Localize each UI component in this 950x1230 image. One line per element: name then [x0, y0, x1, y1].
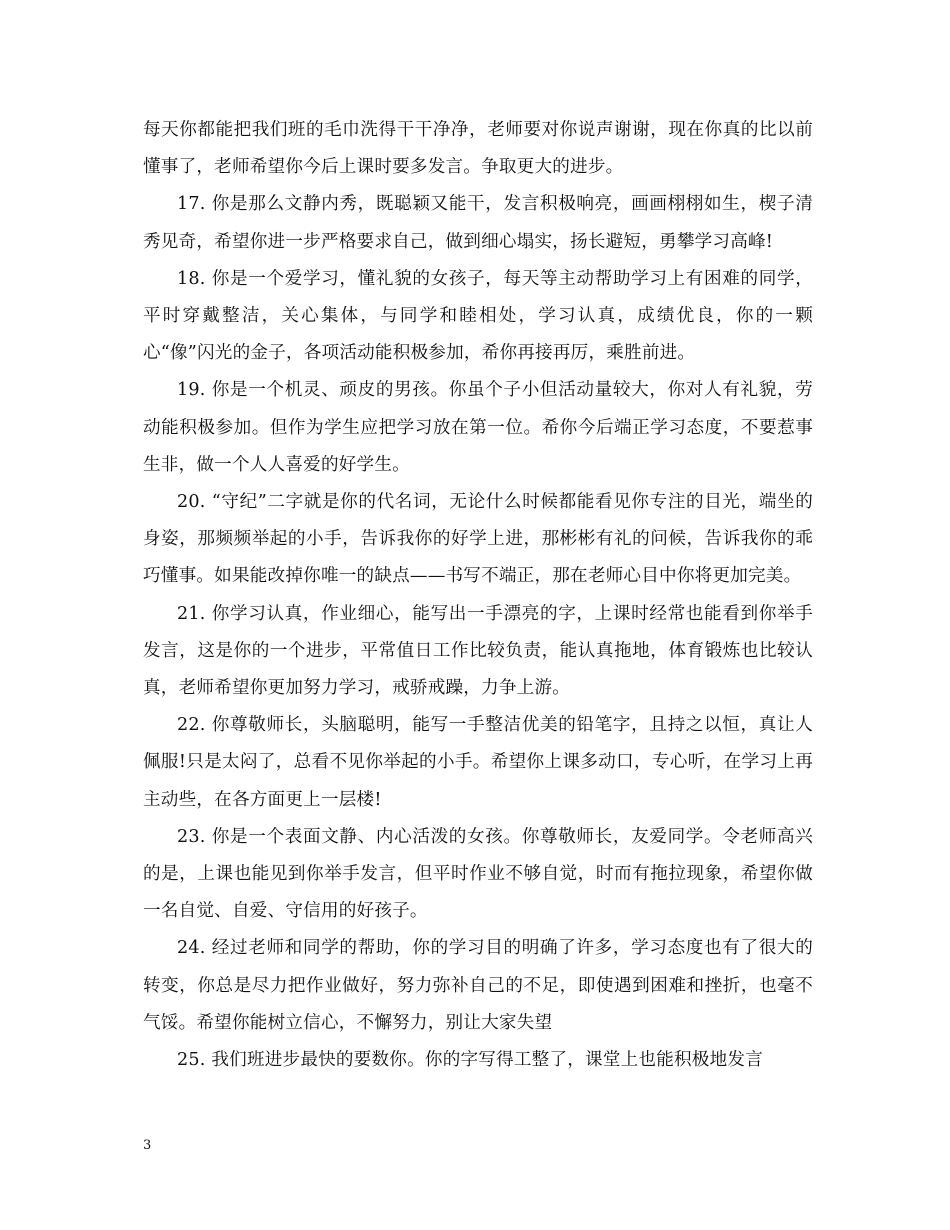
paragraph-comment-21: 21. 你学习认真，作业细心，能写出一手漂亮的字，上课时经常也能看到你举手发言，这是你的一个进步，平常值日工作比较负责，能认真拖地，体育锻炼也比较认真，老师希望你更加努力学习，戒骄戒躁，力争上游。 — [143, 603, 813, 699]
paragraph-continuation: 每天你都能把我们班的毛巾洗得干干净净，老师要对你说声谢谢，现在你真的比以前懂事了，老师希望你今后上课时要多发言。争取更大的进步。 — [143, 120, 813, 178]
paragraph-comment-22: 22. 你尊敬师长，头脑聪明，能写一手整洁优美的铅笔字，且持之以恒，真让人佩服!只是太闷了，总看不见你举起的小手。希望你上课多动口，专心听，在学习上再主动些，在各方面更上一层楼! — [143, 715, 813, 810]
paragraph-comment-19: 19. 你是一个机灵、顽皮的男孩。你虽个子小但活动量较大，你对人有礼貌，劳动能积极参加。但作为学生应把学习放在第一位。希你今后端正学习态度，不要惹事生非，做一个人人喜爱的好学生。 — [143, 380, 813, 475]
paragraph-comment-18: 18. 你是一个爱学习，懂礼貌的女孩子，每天等主动帮助学习上有困难的同学，平时穿戴整洁，关心集体，与同学和睦相处，学习认真，成绩优良，你的一颗心“像”闪光的金子，各项活动能积极参加，希你再接再厉，乘胜前进。 — [143, 268, 813, 364]
paragraph-comment-20: 20. “守纪”二字就是你的代名词，无论什么时候都能看见你专注的目光，端坐的身姿，那频频举起的小手，告诉我你的好学上进，那彬彬有礼的问候，告诉我你的乖巧懂事。如果能改掉你唯一的缺点——书写不端正，那在老师心目中你将更加完美。 — [143, 492, 813, 587]
page-number: 3 — [143, 1138, 152, 1153]
document-body — [143, 112, 813, 1079]
paragraph-comment-24: 24. 经过老师和同学的帮助，你的学习目的明确了许多，学习态度也有了很大的转变，你总是尽力把作业做好，努力弥补自己的不足，即使遇到困难和挫折，也毫不气馁。希望你能树立信心，不懈努力，别让大家失望 — [143, 938, 813, 1033]
paragraph-comment-23: 23. 你是一个表面文静、内心活泼的女孩。你尊敬师长，友爱同学。令老师高兴的是，上课也能见到你举手发言，但平时作业不够自觉，时而有拖拉现象，希望你做一名自觉、自爱、守信用的好孩子。 — [143, 826, 813, 922]
paragraph-comment-25: 25. 我们班进步最快的要数你。你的字写得工整了，课堂上也能积极地发言 — [177, 1050, 763, 1071]
paragraph-comment-17: 17. 你是那么文静内秀，既聪颖又能干，发言积极响亮，画画栩栩如生，楔子清秀见奇，希望你进一步严格要求自己，做到细心塌实，扬长避短，勇攀学习高峰! — [143, 194, 813, 252]
